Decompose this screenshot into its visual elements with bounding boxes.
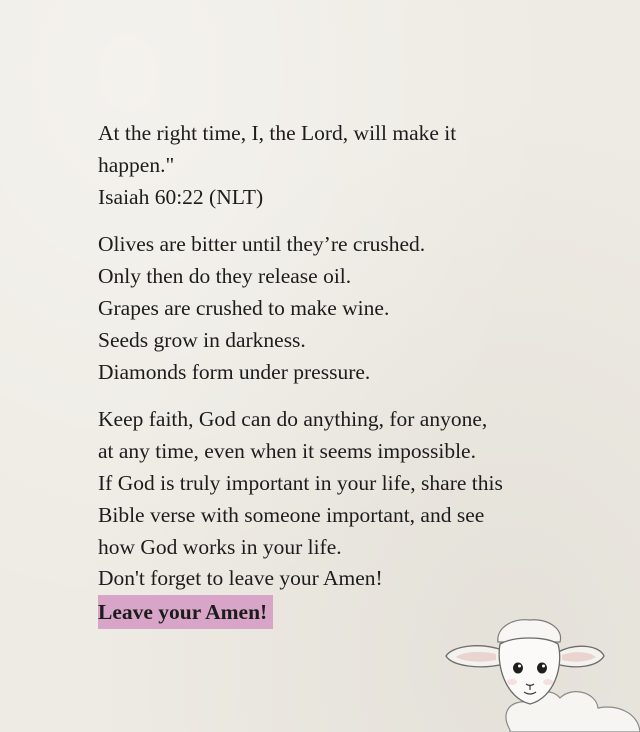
cta-line-4: Bible verse with someone important, and see [98, 502, 485, 527]
verse-line-1: At the right time, I, the Lord, will make it [98, 121, 457, 145]
verse-paragraph [98, 118, 618, 213]
cta-line-5: how God works in your life. [98, 534, 342, 559]
reflection-paragraph [98, 229, 618, 388]
reflection-line-3: Grapes are crushed to make wine. [98, 295, 390, 320]
cta-line-3: If God is truly important in your life, share this [98, 470, 503, 495]
cta-line-6: Don't forget to leave your Amen! [98, 566, 383, 591]
cta-line-2: at any time, even when it seems impossible. [98, 439, 476, 464]
reflection-line-4: Seeds grow in darkness. [98, 327, 306, 352]
cta-line-1: Keep faith, God can do anything, for anyone, [98, 407, 488, 432]
reflection-line-1: Olives are bitter until they’re crushed. [98, 232, 426, 257]
call-to-action-paragraph [98, 404, 618, 629]
post-text [98, 118, 618, 645]
leave-amen-highlight: Leave your Amen! [98, 595, 273, 629]
verse-line-2: happen." [98, 152, 175, 177]
lamb-icon [440, 612, 640, 732]
verse-reference: Isaiah 60:22 (NLT) [98, 184, 264, 209]
reflection-line-2: Only then do they release oil. [98, 264, 352, 289]
reflection-line-5: Diamonds form under pressure. [98, 359, 371, 384]
